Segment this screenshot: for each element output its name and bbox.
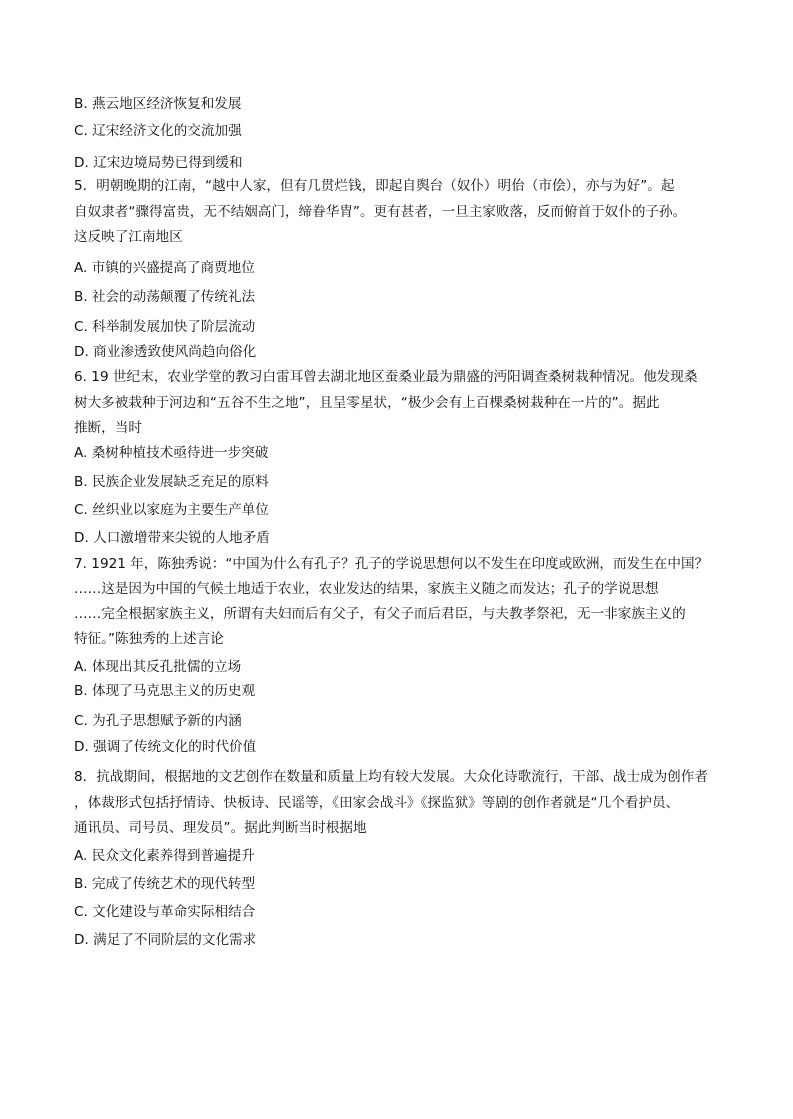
question-7-option-a: A. 体现出其反孔批儒的立场 <box>74 659 242 675</box>
question-6-option-c: C. 丝织业以家庭为主要生产单位 <box>74 502 269 518</box>
question-7-option-c: C. 为孔子思想赋予新的内涵 <box>74 713 242 729</box>
option-b: B. 燕云地区经济恢复和发展 <box>74 96 242 112</box>
question-7-option-d: D. 强调了传统文化的时代价值 <box>74 739 257 755</box>
question-6-text-line-3: 推断，当时 <box>74 420 142 436</box>
question-8-text-line-1: 8．抗战期间，根据地的文艺创作在数量和质量上均有较大发展。大众化诗歌流行，干部、战士成为创作者 <box>74 769 708 785</box>
question-7-text-line-4: 特征。”陈独秀的上述言论 <box>74 631 224 647</box>
question-8-option-d: D. 满足了不同阶层的文化需求 <box>74 932 257 948</box>
question-5-text-line-2: 自奴隶者“骤得富贵，无不结姻高门，缔眷华胄”。更有甚者，一旦主家败落，反而俯首于奴仆的子孙。 <box>74 204 687 220</box>
question-8-option-a: A. 民众文化素养得到普遍提升 <box>74 848 255 864</box>
question-7-text-line-3: ……完全根据家族主义，所谓有夫妇而后有父子，有父子而后君臣，与夫教孝祭祀，无一非家族主义的 <box>74 606 686 622</box>
question-7 <box>74 554 724 757</box>
question-6-text-line-1: 6. 19 世纪末，农业学堂的教习白雷耳曾去湖北地区蚕桑业最为鼎盛的沔阳调查桑树栽种情况。他发现桑 <box>74 369 698 385</box>
question-8-option-b: B. 完成了传统艺术的现代转型 <box>74 876 256 892</box>
question-5-option-b: B. 社会的动荡颠覆了传统礼法 <box>74 289 256 305</box>
question-5-option-c: C. 科举制发展加快了阶层流动 <box>74 319 256 335</box>
question-5-text-line-1: 5．明朝晚期的江南，“越中人家，但有几贯烂钱，即起自舆台（奴仆）明佁（市侩），亦与为好”。起 <box>74 178 675 194</box>
question-5-option-a: A. 市镇的兴盛提高了商贾地位 <box>74 260 255 276</box>
option-c: C. 辽宋经济文化的交流加强 <box>74 123 242 139</box>
question-8-option-c: C. 文化建设与革命实际相结合 <box>74 904 256 920</box>
question-6 <box>74 367 724 548</box>
question-7-option-b: B. 体现了马克思主义的历史观 <box>74 683 256 699</box>
question-6-option-a: A. 桑树种植技术亟待进一步突破 <box>74 445 269 461</box>
question-8 <box>74 767 724 950</box>
question-5-text-line-3: 这反映了江南地区 <box>74 229 183 245</box>
question-6-option-b: B. 民族企业发展缺乏充足的原料 <box>74 474 269 490</box>
question-5-option-d: D. 商业渗透致使风尚趋向俗化 <box>74 344 257 360</box>
question-7-text-line-1: 7. 1921 年，陈独秀说：“中国为什么有孔子？孔子的学说思想何以不发生在印度或欧洲，而发生在中国？ <box>74 556 709 572</box>
exam-page <box>74 94 724 950</box>
question-6-text-line-2: 树大多被栽种于河边和“五谷不生之地”，且呈零星状，“极少会有上百棵桑树栽种在一片的”。据此 <box>74 395 660 411</box>
question-6-option-d: D. 人口激增带来尖锐的人地矛盾 <box>74 530 270 546</box>
question-8-text-line-3: 通讯员、司号员、理发员”。据此判断当时根据地 <box>74 820 367 836</box>
option-d: D. 辽宋边境局势已得到缓和 <box>74 155 243 171</box>
question-7-text-line-2: ……这是因为中国的气候土地适于农业，农业发达的结果，家族主义随之而发达；孔子的学说思想 <box>74 581 659 597</box>
question-4-options <box>74 94 724 173</box>
question-5 <box>74 176 724 362</box>
question-8-text-line-2: ，体裁形式包括抒情诗、快板诗、民谣等，《田家会战斗》《探监狱》等剧的创作者就是“几个看护员、 <box>74 795 680 811</box>
